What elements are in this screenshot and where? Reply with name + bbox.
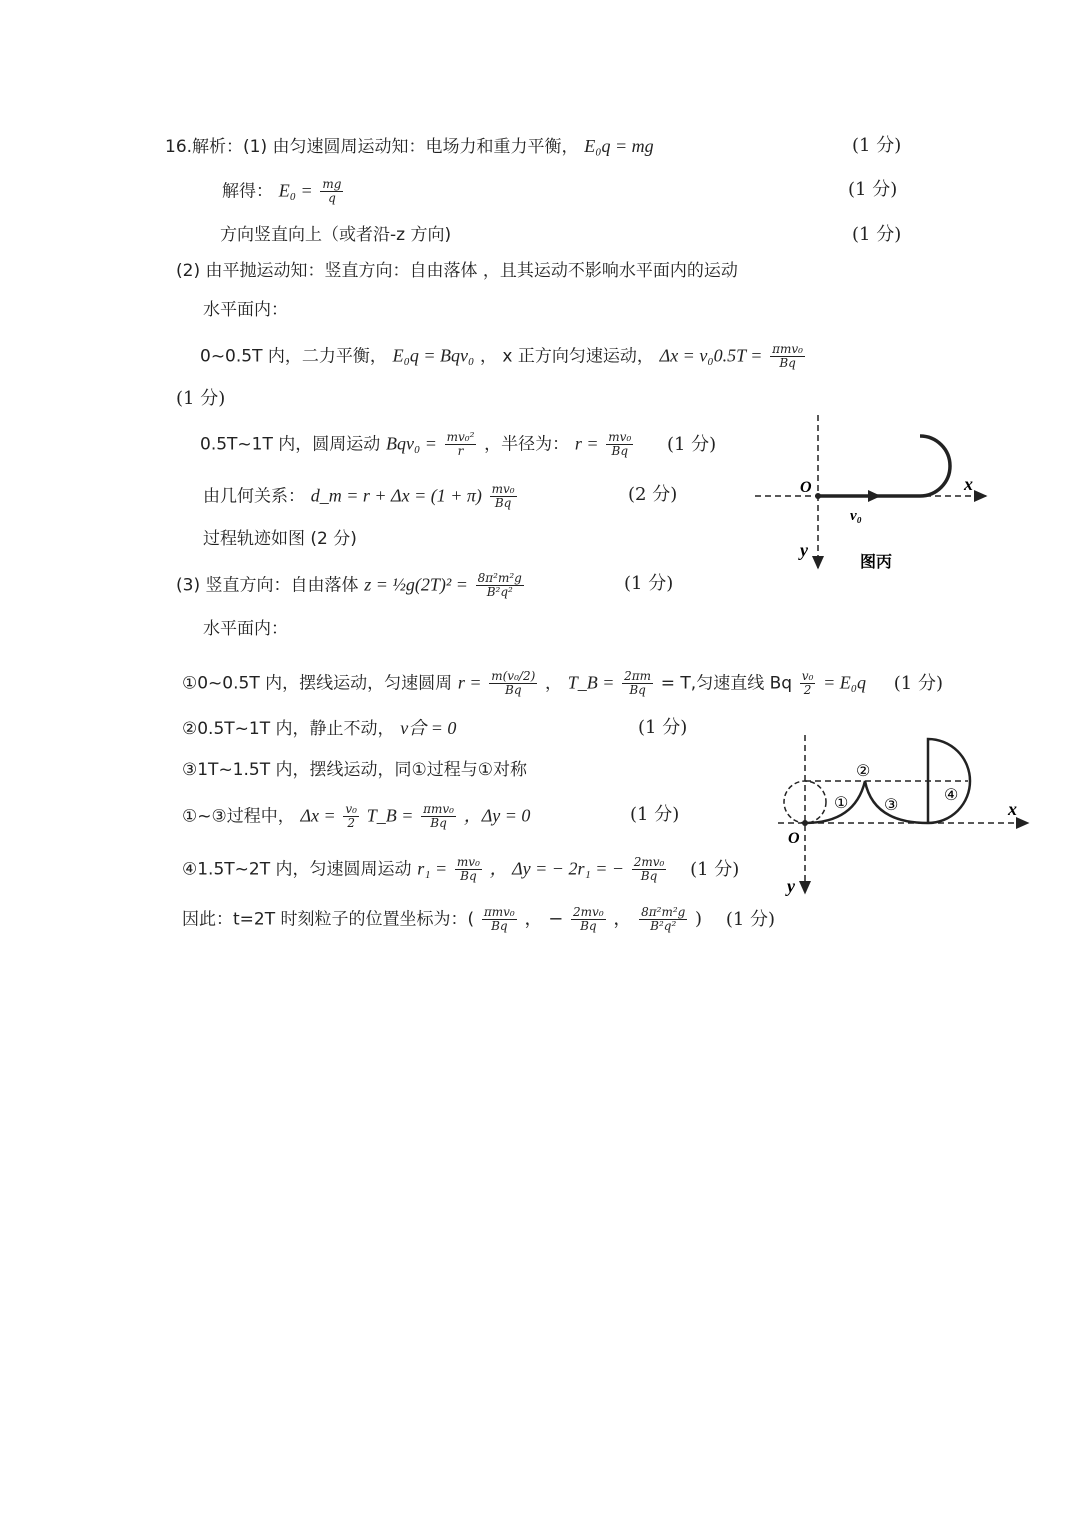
score-18: (1 分) — [725, 908, 776, 930]
force-balance-eq: E₀q = Bqv₀ — [392, 345, 475, 366]
phase-1-text: 0~0.5T 内，二力平衡， — [200, 346, 387, 367]
direction-line: 方向竖直向上（或者沿-z 方向) — [220, 225, 452, 245]
fraction-mg-q — [320, 178, 343, 205]
score-2: (1 分) — [848, 179, 898, 200]
final-position-text: 因此：t=2T 时刻粒子的位置坐标为：( — [182, 909, 475, 930]
score-8: (1 分) — [666, 433, 717, 455]
frac-num: πmv₀ — [483, 905, 515, 919]
fraction-mv0sq-r — [445, 431, 477, 458]
figure-caption: 图丙 — [860, 552, 893, 571]
frac-den: 2 — [803, 683, 812, 697]
line-phase-1 — [200, 343, 807, 370]
dy-eq: ， Δy = − 2r₁ = − — [489, 858, 625, 879]
origin-label: O — [788, 830, 800, 847]
score-3: (1 分) — [852, 224, 902, 245]
frac-num: mv₀ — [456, 855, 480, 869]
line-steps-1-3 — [182, 803, 530, 830]
frac-den: B²q² — [486, 585, 513, 599]
velocity-arrow — [868, 490, 881, 502]
y-label: y — [787, 876, 795, 896]
circular-motion-eq: Bqv₀ = — [386, 433, 437, 454]
line-final-position — [182, 906, 775, 933]
frac-den: q — [328, 191, 336, 205]
frac-den: Bq — [611, 444, 629, 458]
frac-num: 8π²m²g — [477, 571, 522, 585]
fraction-v0-2-b — [343, 803, 359, 830]
fraction-mv0-bq — [606, 431, 633, 458]
frac-den: Bq — [580, 919, 597, 933]
y-label: y — [800, 540, 808, 560]
origin-point — [815, 493, 821, 499]
frac-num: 2πm — [624, 669, 652, 683]
origin-label: O — [800, 479, 812, 496]
frac-num: 8π²m²g — [641, 905, 686, 919]
fraction-z — [476, 572, 524, 599]
close-paren: ) — [695, 908, 703, 930]
v-sum-eq: v合 = 0 — [400, 718, 457, 738]
frac-den: Bq — [629, 683, 646, 697]
horizontal-plane-label-2: 水平面内： — [203, 619, 288, 639]
segment-label-1: ① — [834, 795, 849, 812]
step-4-text: ④1.5T~2T 内，匀速圆周运动 — [182, 859, 412, 880]
frac-num: v₀ — [345, 802, 357, 816]
line-step-4 — [182, 856, 739, 883]
line-part-3 — [176, 572, 526, 599]
frac-num: 2mv₀ — [573, 905, 604, 919]
dy-zero-eq: ，Δy = 0 — [463, 805, 531, 826]
line-step-2 — [182, 716, 456, 741]
geometry-text: 由几何关系： — [203, 486, 305, 507]
fraction-x-final — [482, 906, 517, 933]
score-11: (1 分) — [624, 573, 674, 594]
frac-den: Bq — [460, 869, 477, 883]
part-2-intro: (2) 由平抛运动知：竖直方向：自由落体 ，且其运动不影响水平面内的运动 — [176, 261, 738, 281]
origin-point — [802, 820, 808, 826]
period-eq: T_B = — [567, 672, 615, 693]
frac-num: m(v₀/2) — [491, 669, 536, 683]
frac-den: Bq — [430, 816, 447, 830]
header-text: 16.解析：(1) 由匀速圆周运动知：电场力和重力平衡， — [165, 137, 579, 157]
fraction-r — [489, 670, 537, 697]
v0-label: v₀ — [850, 508, 862, 524]
frac-den: 2 — [347, 816, 356, 830]
frac-den: Bq — [505, 683, 522, 697]
x-label: x — [1008, 799, 1017, 819]
step-1-r-eq: r = — [457, 672, 482, 693]
score-16: (1 分) — [630, 804, 680, 825]
solve-label: 解得： — [222, 181, 273, 202]
phase-2-text: 0.5T~1T 内，圆周运动 — [200, 434, 381, 455]
frac-num: πmv₀ — [423, 802, 454, 816]
line-step-3: ③1T~1.5T 内，摆线运动，同①过程与①对称 — [182, 760, 527, 780]
line-step-1 — [182, 670, 943, 697]
line-geometry — [203, 483, 519, 510]
trajectory-path — [818, 436, 950, 496]
frac-den: Bq — [491, 919, 508, 933]
dm-eq: d_m = r + Δx = (1 + π) — [310, 485, 482, 506]
horizontal-plane-label: 水平面内： — [203, 300, 288, 320]
dx-eq: Δx = — [300, 805, 336, 826]
sep-2: ， — [613, 908, 632, 930]
step-1-text: ①0~0.5T 内，摆线运动，匀速圆周 — [182, 673, 453, 694]
solution-header — [165, 134, 654, 159]
steps-1-3-text: ①~③过程中， — [182, 806, 295, 827]
frac-den: Bq — [779, 356, 796, 370]
frac-num: v₀ — [801, 669, 814, 683]
frac-num: mv₀ — [608, 430, 632, 444]
fraction-2mv0 — [632, 856, 667, 883]
fraction-period — [622, 670, 653, 697]
fraction-mv0-bq-2 — [490, 483, 517, 510]
uniform-line-text: = T,匀速直线 Bq — [660, 673, 793, 694]
trajectory-note: 过程轨迹如图 (2 分) — [203, 529, 357, 549]
fraction-pimv0-bq — [770, 343, 805, 370]
delta-x-eq: Δx = v₀0.5T = — [659, 345, 763, 366]
line-solve-e0 — [222, 178, 345, 205]
frac-num: πmv₀ — [772, 342, 803, 356]
score-9: (2 分) — [628, 484, 678, 505]
segment-label-3: ③ — [884, 797, 899, 814]
line-phase-2 — [200, 431, 716, 458]
frac-den: B²q² — [650, 919, 677, 933]
sep-1: ， − — [524, 908, 564, 930]
frac-num: mv₀ — [491, 482, 515, 496]
figure-trajectory-2 — [770, 730, 1040, 900]
fraction-z-final — [639, 906, 687, 933]
radius-label: ，半径为： — [484, 434, 570, 455]
r1-eq: r₁ = — [417, 858, 448, 879]
balance-eq: = E₀q — [823, 672, 867, 693]
segment-label-4: ④ — [944, 787, 959, 804]
score-14: (1 分) — [638, 717, 688, 738]
score-line-7: (1 分) — [176, 388, 226, 409]
step-2-text: ②0.5T~1T 内，静止不动， — [182, 719, 395, 739]
fraction-r1 — [455, 856, 482, 883]
score-13: (1 分) — [893, 672, 943, 694]
tb-eq: T_B = — [366, 805, 414, 826]
fraction-y-final — [571, 906, 606, 933]
frac-num: 2mv₀ — [633, 855, 665, 869]
frac-num: mg — [322, 177, 342, 191]
equation-e0q-mg: E₀q = mg — [584, 136, 654, 156]
frac-den: Bq — [494, 496, 512, 510]
e0-equals: E₀ = — [278, 180, 313, 201]
frac-den: r — [457, 444, 464, 458]
part-3-text: (3) 竖直方向：自由落体 — [176, 575, 359, 596]
score-1: (1 分) — [852, 135, 902, 156]
frac-den: Bq — [640, 869, 658, 883]
segment-label-2: ② — [856, 763, 871, 780]
figure-trajectory-1 — [750, 410, 1000, 580]
frac-num: mv₀² — [446, 430, 475, 444]
radius-eq: r = — [574, 433, 599, 454]
phase-1-motion-text: ， x 正方向匀速运动， — [480, 346, 654, 367]
fraction-pimv0-bq-2 — [421, 803, 456, 830]
free-fall-eq: z = ½g(2T)² = — [364, 574, 468, 595]
x-label: x — [964, 474, 973, 494]
comma: ， — [545, 673, 562, 694]
fraction-v0-2 — [800, 670, 816, 697]
score-17: (1 分) — [690, 858, 740, 880]
